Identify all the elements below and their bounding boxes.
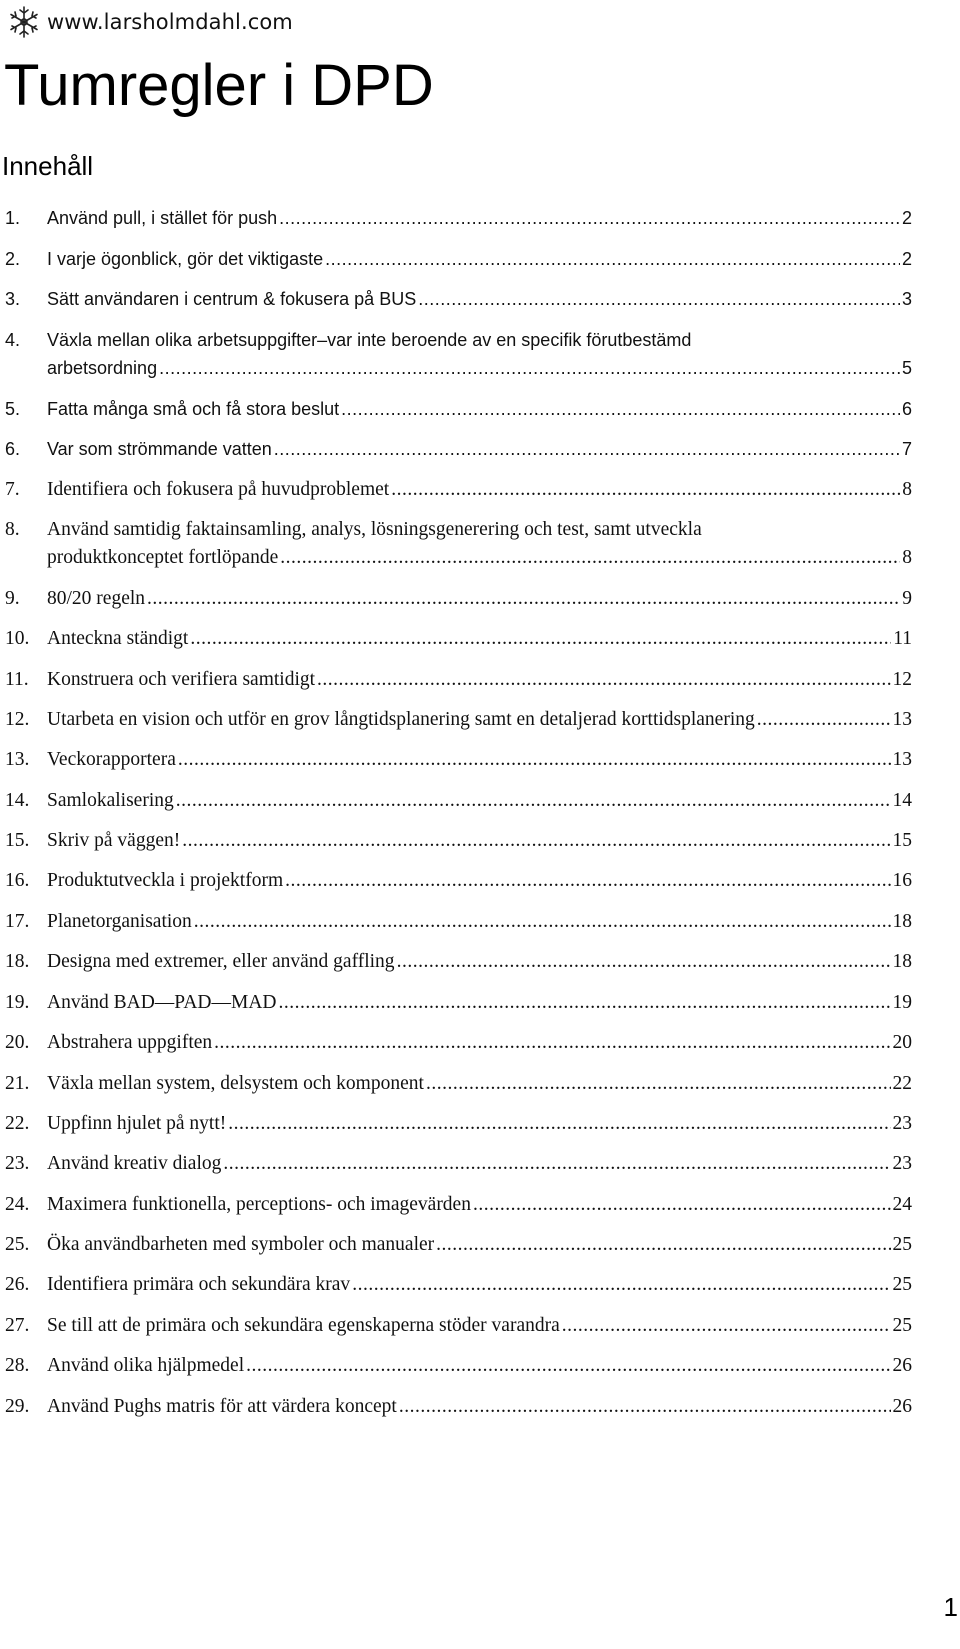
toc-entry-line: [47, 827, 912, 855]
toc-entry-page: 16: [892, 870, 912, 891]
toc-entry-text: Använd olika hjälpmedel: [47, 1355, 245, 1376]
toc-entry-line: [47, 476, 912, 504]
toc-entry-text: Öka användbarheten med symboler och manualer: [47, 1234, 435, 1255]
toc-entry-line: [47, 1352, 912, 1380]
toc-entry-line: [47, 948, 912, 976]
toc-entry-number: 27.: [5, 1315, 30, 1336]
toc-entry-line: [47, 746, 912, 774]
document-title: Tumregler i DPD: [4, 53, 434, 118]
toc-entry-text: Samlokalisering: [47, 790, 174, 811]
toc-leader-dots: [757, 706, 891, 734]
toc-entry-text: Använd BAD—PAD—MAD: [47, 992, 277, 1013]
toc-leader-dots: [190, 625, 891, 653]
toc-leader-dots: [279, 989, 891, 1017]
toc-leader-dots: [182, 827, 890, 855]
toc-leader-dots: [436, 1231, 890, 1259]
toc-entry-text: Planetorganisation: [47, 911, 192, 932]
toc-entry-line: [47, 435, 912, 463]
toc-leader-dots: [473, 1191, 891, 1219]
toc-entry-line: [47, 1070, 912, 1098]
toc-entry-page: 15: [892, 830, 912, 851]
toc-entry-text: Var som strömmande vatten: [47, 439, 272, 459]
toc-entry-number: 13.: [5, 749, 30, 770]
toc-entry-page: 20: [892, 1032, 912, 1053]
toc-entry-number: 24.: [5, 1194, 30, 1215]
toc-entry-number: 5.: [5, 399, 21, 419]
toc-entry-page: 23: [892, 1113, 912, 1134]
toc-entry-text: Uppfinn hjulet på nytt!: [47, 1113, 227, 1134]
toc-entry-text: Växla mellan system, delsystem och komponent: [47, 1073, 424, 1094]
toc-entry-page: 5: [901, 358, 912, 378]
toc-entry-page: 13: [892, 749, 912, 770]
toc-entry-text: Designa med extremer, eller använd gaffling: [47, 951, 395, 972]
toc-entry-line: [47, 1110, 912, 1138]
toc-leader-dots: [228, 1110, 890, 1138]
toc-entry-line: [47, 1029, 912, 1057]
toc-entry-number: 11.: [5, 669, 29, 690]
toc-leader-dots: [274, 435, 900, 463]
toc-entry-page: 2: [901, 249, 912, 269]
toc-entry-text: Skriv på väggen!: [47, 830, 181, 851]
toc-entry-line: [47, 395, 912, 423]
toc-entry-page: 18: [892, 951, 912, 972]
toc-leader-dots: [280, 544, 900, 572]
toc-leader-dots: [391, 476, 900, 504]
toc-entry-number: 17.: [5, 911, 30, 932]
toc-leader-dots: [317, 666, 890, 694]
toc-entry-line: [47, 706, 912, 734]
toc-entry-line: [47, 1312, 912, 1340]
toc-entry-number: 16.: [5, 870, 30, 891]
toc-entry-number: 20.: [5, 1032, 30, 1053]
toc-leader-dots: [147, 585, 900, 613]
toc-leader-dots: [418, 285, 900, 313]
toc-entry-number: 29.: [5, 1396, 30, 1417]
toc-entry-number: 1.: [5, 208, 21, 228]
toc-entry-text: 80/20 regeln: [47, 588, 146, 609]
toc-entry-number: 25.: [5, 1234, 30, 1255]
toc-entry-page: 9: [902, 588, 912, 609]
toc-heading: Innehåll: [2, 151, 94, 181]
toc-leader-dots: [223, 1150, 890, 1178]
toc-entry-page: 6: [901, 399, 912, 419]
toc-entry-line: [47, 1150, 912, 1178]
toc-leader-dots: [397, 948, 891, 976]
toc-entry-text: Använd pull, i stället för push: [47, 208, 278, 228]
toc-entry-page: 3: [901, 289, 912, 309]
toc-leader-dots: [352, 1271, 890, 1299]
toc-entry-number: 18.: [5, 951, 30, 972]
toc-entry-page: 22: [892, 1073, 912, 1094]
toc-entry-line: [47, 1191, 912, 1219]
toc-entry-text: Använd Pughs matris för att värdera koncept: [47, 1396, 397, 1417]
toc-entry-number: 3.: [5, 289, 21, 309]
toc-entry-page: 25: [892, 1234, 912, 1255]
toc-entry-text: Abstrahera uppgiften: [47, 1032, 213, 1053]
toc-entry-text: Sätt användaren i centrum & fokusera på BUS: [47, 289, 417, 309]
toc-entry-text: arbetsordning: [47, 358, 158, 378]
toc-entry-text: Använd kreativ dialog: [47, 1153, 222, 1174]
toc-entry-page: 7: [901, 439, 912, 459]
toc-entry-text: Identifiera och fokusera på huvudproblemet: [47, 479, 390, 500]
toc-entry-page: 12: [892, 669, 912, 690]
toc-entry-line: [47, 285, 912, 313]
toc-entry-page: 14: [892, 790, 912, 811]
toc-entry-number: 9.: [5, 588, 20, 609]
toc-entry-number: 21.: [5, 1073, 30, 1094]
toc-leader-dots: [176, 787, 891, 815]
toc-entry-text: Se till att de primära och sekundära egenskaperna stöder varandra: [47, 1315, 560, 1336]
site-url[interactable]: www.larsholmdahl.com: [47, 10, 293, 34]
toc-entry-text: Anteckna ständigt: [47, 628, 189, 649]
toc-entry-page: 26: [892, 1355, 912, 1376]
toc-leader-dots: [325, 245, 900, 273]
toc-entry-text: produktkonceptet fortlöpande: [47, 547, 279, 568]
toc-entry-line: [47, 1393, 912, 1421]
toc-entry-text: Fatta många små och få stora beslut: [47, 399, 340, 419]
toc-leader-dots: [426, 1070, 891, 1098]
toc-entry-number: 4.: [5, 330, 21, 350]
toc-entry-line: [47, 867, 912, 895]
toc-entry-text: Utarbeta en vision och utför en grov långtidsplanering samt en detaljerad korttidsplanering: [47, 709, 755, 730]
toc-entry-text: Produktutveckla i projektform: [47, 870, 284, 891]
toc-entry-page: 25: [892, 1274, 912, 1295]
toc-leader-dots: [279, 204, 900, 232]
toc-entry-number: 15.: [5, 830, 30, 851]
toc-entry-line: [47, 1271, 912, 1299]
toc-entry-number: 19.: [5, 992, 30, 1013]
toc-entry-line: [47, 544, 912, 572]
toc-entry-line: [47, 989, 912, 1017]
toc-entry-text: Konstruera och verifiera samtidigt: [47, 669, 316, 690]
site-header: [6, 4, 293, 40]
toc-leader-dots: [341, 395, 900, 423]
toc-entry-page: 2: [901, 208, 912, 228]
toc-leader-dots: [399, 1393, 891, 1421]
toc-entry-number: 2.: [5, 249, 21, 269]
toc-entry-page: 11: [893, 628, 912, 649]
toc-entry-number: 6.: [5, 439, 21, 459]
toc-entry-line: [47, 245, 912, 273]
toc-entry-text: Identifiera primära och sekundära krav: [47, 1274, 351, 1295]
toc-entry-page: 13: [892, 709, 912, 730]
toc-entry-page: 25: [892, 1315, 912, 1336]
toc-entry-line: [47, 666, 912, 694]
toc-entry-page: 26: [892, 1396, 912, 1417]
toc-entry-number: 22.: [5, 1113, 30, 1134]
toc-entry-page: 8: [902, 547, 912, 568]
toc-entry-number: 26.: [5, 1274, 30, 1295]
toc-leader-dots: [194, 908, 891, 936]
toc-entry-number: 10.: [5, 628, 30, 649]
toc-entry-page: 23: [892, 1153, 912, 1174]
toc-entry-page: 18: [892, 911, 912, 932]
snowflake-logo-icon: [6, 4, 42, 40]
toc-entry-number: 23.: [5, 1153, 30, 1174]
toc-leader-dots: [214, 1029, 890, 1057]
toc-entry-text: Använd samtidig faktainsamling, analys, lösningsgenerering och test, samt utveckla: [47, 519, 702, 540]
page-number: 1: [943, 1592, 958, 1622]
toc-entry-page: 8: [902, 479, 912, 500]
toc-entry-line: [47, 625, 912, 653]
toc-entry-line: [47, 354, 912, 382]
toc-leader-dots: [285, 867, 890, 895]
toc-entry-line: [47, 585, 912, 613]
toc-entry-line: [47, 204, 912, 232]
toc-entry-line: [47, 326, 691, 354]
toc-entry-page: 19: [892, 992, 912, 1013]
toc-entry-page: 24: [892, 1194, 912, 1215]
toc-entry-line: [47, 787, 912, 815]
toc-entry-text: Maximera funktionella, perceptions- och imagevärden: [47, 1194, 471, 1215]
toc-entry-text: Veckorapportera: [47, 749, 176, 770]
toc-entry-number: 8.: [5, 519, 20, 540]
toc-leader-dots: [246, 1352, 890, 1380]
toc-entry-number: 14.: [5, 790, 30, 811]
toc-leader-dots: [178, 746, 891, 774]
toc-entry-line: [47, 908, 912, 936]
toc-entry-line: [47, 1231, 912, 1259]
toc-entry-text: Växla mellan olika arbetsuppgifter–var inte beroende av en specifik förutbestämd: [47, 330, 692, 350]
toc-leader-dots: [159, 354, 900, 382]
toc-entry-number: 12.: [5, 709, 30, 730]
toc-entry-number: 7.: [5, 479, 20, 500]
toc-entry-text: I varje ögonblick, gör det viktigaste: [47, 249, 324, 269]
toc-leader-dots: [562, 1312, 891, 1340]
toc-entry-line: [47, 516, 702, 544]
toc-entry-number: 28.: [5, 1355, 30, 1376]
